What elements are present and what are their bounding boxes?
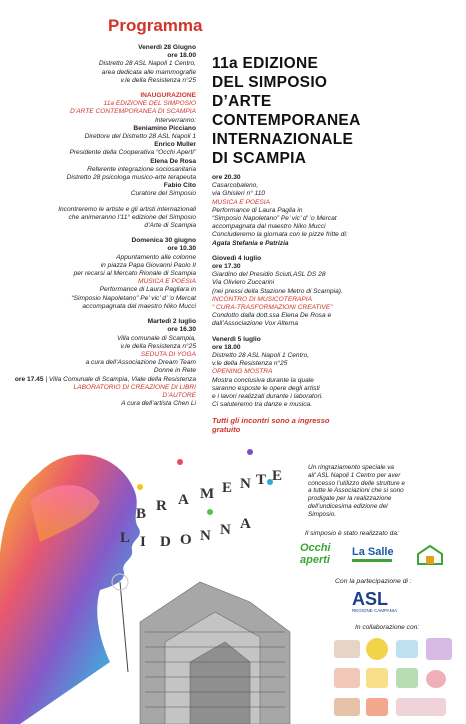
outro-block (8, 206, 196, 231)
event-title: MUSICA E POESIA (212, 198, 271, 206)
deco-letter: L (120, 530, 131, 546)
inauguration-title: INAUGURAZIONE (140, 92, 196, 100)
date: Domenica 30 giugno (131, 237, 196, 245)
deco-letter: E (272, 468, 283, 484)
place-line: via Ghisleri n° 110 (212, 190, 266, 198)
speakers-label: Interverranno: (154, 116, 196, 124)
partner-logo (396, 640, 418, 658)
deco-letter: D (160, 534, 171, 550)
place-line: Giardino del Presidio Sciuti,ASL DS 28 (212, 271, 326, 279)
title-line: DI SCAMPIA (212, 150, 307, 167)
event-day-4 (212, 255, 452, 329)
place-line: Distretto 28 ASL Napoli 1 Centro, (212, 352, 310, 360)
title-line: D’ARTE (212, 93, 272, 110)
speaker-name: Enrico Muller (154, 141, 196, 149)
thanks-line: Simposio. (308, 510, 337, 518)
logo-subtext: REGIONE CAMPANIA (352, 608, 398, 613)
time: ore 20.30 (212, 174, 241, 181)
title-line: CONTEMPORANEA (212, 112, 361, 129)
place: Villa Comunale di Scampia, Viale della Resistenza (48, 375, 196, 383)
event-day-1 (8, 44, 196, 85)
thanks-text (308, 464, 458, 519)
partner-logo (426, 670, 446, 688)
time: ore 18.00 (167, 52, 196, 60)
inauguration-block (8, 92, 196, 199)
partner-logo (366, 668, 388, 688)
place-line: area dedicata alle mammografie (101, 68, 196, 76)
speaker-name: Fabio Cito (163, 182, 196, 190)
collaboration-logos (330, 636, 460, 722)
text-line: Performance di Laura Pagliara in (99, 286, 196, 294)
title-line: INTERNAZIONALE (212, 131, 354, 148)
date: Venerdì 5 luglio (212, 335, 261, 343)
deco-letter: E (222, 480, 233, 496)
event-title: “ CURA-TRASFORMAZIONI CREATIVE” (212, 304, 333, 312)
event-day-2 (8, 237, 196, 311)
text-line: accompagnata dal maestro Niko Mucci (82, 302, 196, 310)
asl-logo (352, 590, 422, 618)
partner-logo (334, 668, 360, 688)
thanks-line: dell’undicesima edizione del (308, 502, 388, 510)
text-line: A cura dell’artista Chen Li (121, 400, 196, 408)
title-line: 11a EDIZIONE (212, 55, 319, 72)
logo-text: Occhi aperti (300, 542, 331, 566)
speaker-role: Presidente della Cooperativa “Occhi Aperti” (69, 149, 196, 157)
place-line: v.le della Resistenza n°25 (120, 76, 196, 84)
text-line: Condotto dalla dott.ssa Elena De Rosa e (212, 312, 332, 320)
deco-letter: N (200, 528, 211, 544)
deco-letter: A (178, 492, 189, 508)
partner-logo (366, 638, 388, 660)
speaker-role: Referente integrazione sociosanitaria (87, 165, 196, 173)
deco-letter: T (256, 472, 267, 488)
realized-by-label: Il simposio è stato realizzato da: (305, 530, 399, 537)
event-title: OPENING MOSTRA (212, 368, 273, 376)
deco-letter: I (140, 534, 146, 550)
date: Venerdì 28 Giugno (138, 44, 196, 51)
text-line: Donne in Rete (153, 367, 196, 375)
logo-underline (352, 559, 392, 562)
event-day-3 (8, 318, 196, 408)
outro-line: Incontreremo le artiste e gli artisti internazionali (58, 205, 196, 213)
place-line: Casarcobaleno, (212, 182, 259, 190)
partner-logo (334, 698, 360, 716)
text-line: Mostra conclusiva durante la quale (212, 376, 314, 384)
partner-logo (396, 698, 446, 716)
event-day-5 (212, 336, 452, 410)
text-line: saranno esposte le opere degli artisti (212, 384, 320, 392)
place-line: (nei pressi della Stazione Metro di Scampia). (212, 287, 343, 295)
text-line: per recarsi al Mercato Rionale di Scampia (73, 270, 196, 278)
time: ore 18.00 (212, 343, 241, 351)
text-line: accompagnata dal maestro Niko Mucci (212, 223, 326, 231)
left-schedule-column (8, 44, 196, 415)
partner-logo (366, 698, 388, 716)
logo-text: ASL (352, 589, 388, 609)
buildings (140, 582, 290, 724)
event-title: INCONTRO DI MUSICOTERAPIA (212, 295, 313, 303)
deco-letter: R (156, 498, 167, 514)
text-line: Concluderemo la giornata con le pizze fritte di: (212, 231, 348, 239)
artist-name-decoration (100, 468, 290, 558)
thanks-line: concesso l’utilizzo delle strutture e (308, 479, 405, 487)
place-line: Villa comunale di Scampia, (116, 334, 196, 342)
place-line: v.le della Resistenza n°25 (120, 342, 196, 350)
note-line: gratuito (212, 425, 241, 435)
text-line: “Simposio Napoletano” Pe’ vic’ d’ ’o Mercat (71, 294, 196, 302)
event-title: SEDUTA DI YOGA (140, 350, 196, 358)
programma-heading: Programma (108, 16, 203, 35)
event-title: D’AUTORE (162, 391, 196, 399)
time: ore 17.45 (14, 375, 44, 383)
text-line: a cura dell’Associazione Dream Team (85, 359, 196, 367)
speaker-name: Beniamino Picciano (133, 124, 196, 132)
deco-letter: A (240, 516, 251, 532)
text-line: Performance di Laura Paglia in (212, 206, 303, 214)
title-line: DEL SIMPOSIO (212, 74, 328, 91)
place-line: Distretto 28 ASL Napoli 1 Centro, (98, 60, 196, 68)
thanks-line: a tutte le Associazioni che si sono (308, 487, 404, 495)
text-line: Appuntamento alle colonne (116, 253, 196, 261)
text-line: in piazza Papa Giovanni Paolo II (100, 261, 196, 269)
date: Martedì 2 luglio (147, 318, 196, 326)
deco-letter: N (240, 476, 251, 492)
text-line: e i lavori realizzati durante i laboratori. (212, 393, 324, 401)
time: ore 17.30 (212, 263, 241, 271)
names: Agata Stefania e Patrizia (212, 239, 289, 247)
note-line: Tutti gli incontri sono a ingresso (212, 416, 330, 426)
partner-logo (426, 638, 452, 660)
event-evening (212, 174, 452, 248)
time: ore 10.30 (167, 245, 196, 253)
deco-letter: B (136, 506, 147, 522)
outro-line: d’Arte di Scampia (144, 222, 196, 230)
deco-letter: N (220, 522, 231, 538)
time: ore 16.30 (167, 326, 196, 334)
participation-label: Con la partecipazione di : (335, 578, 412, 585)
event-title: MUSICA E POESIA (137, 278, 196, 286)
dandelion-stem (120, 582, 128, 672)
inauguration-line: D’ARTE CONTEMPORANEA DI SCAMPIA (69, 108, 196, 116)
text-line: “Simposio Napoletano” Pe’ vic’ d’ ’o Mercat (212, 215, 337, 223)
place-line: v.le della Resistenza n°25 (212, 360, 288, 368)
speaker-role: Curatore del Simposio (130, 190, 196, 198)
speaker-role: Direttore del Distretto 28 ASL Napoli 1 (84, 133, 196, 141)
event-title: LABORATORIO DI CREAZIONE DI LIBRI (73, 383, 196, 391)
deco-letter: M (200, 486, 215, 502)
right-schedule-column (212, 174, 452, 434)
text-line: Ci saluteremo tra danze e musica. (212, 401, 313, 409)
thanks-line: all’ ASL Napoli 1 Centro per aver (308, 471, 401, 479)
outro-line: che animeranno l’11° edizione del Simposio (68, 213, 196, 221)
main-title (212, 54, 452, 168)
partner-logo (334, 640, 360, 658)
collaboration-label: In collaborazione con: (355, 624, 420, 631)
lasalle-logo (352, 546, 402, 568)
place-line: Via Oliviero Zuccarini (212, 279, 275, 287)
text-line: dall’Associazione Vox Alterna (212, 320, 299, 328)
date: Giovedì 4 luglio (212, 254, 262, 262)
time-place-line: ore 17.45 | Villa Comunale di Scampia, Viale della Resistenza (14, 375, 196, 383)
speaker-name: Elena De Rosa (150, 157, 196, 165)
house-logo (414, 544, 446, 566)
inauguration-line: 11a EDIZIONE DEL SIMPOSIO (103, 100, 196, 108)
partner-logo (396, 668, 418, 688)
thanks-line: Un ringraziamento speciale va (308, 464, 394, 471)
deco-letter: O (180, 532, 192, 548)
logo-text: La Salle (352, 546, 394, 558)
speaker-role: Distretto 28 psicologa musico-arte terapeuta (66, 174, 196, 182)
thanks-line: prodigate per la realizzazione (308, 495, 392, 503)
